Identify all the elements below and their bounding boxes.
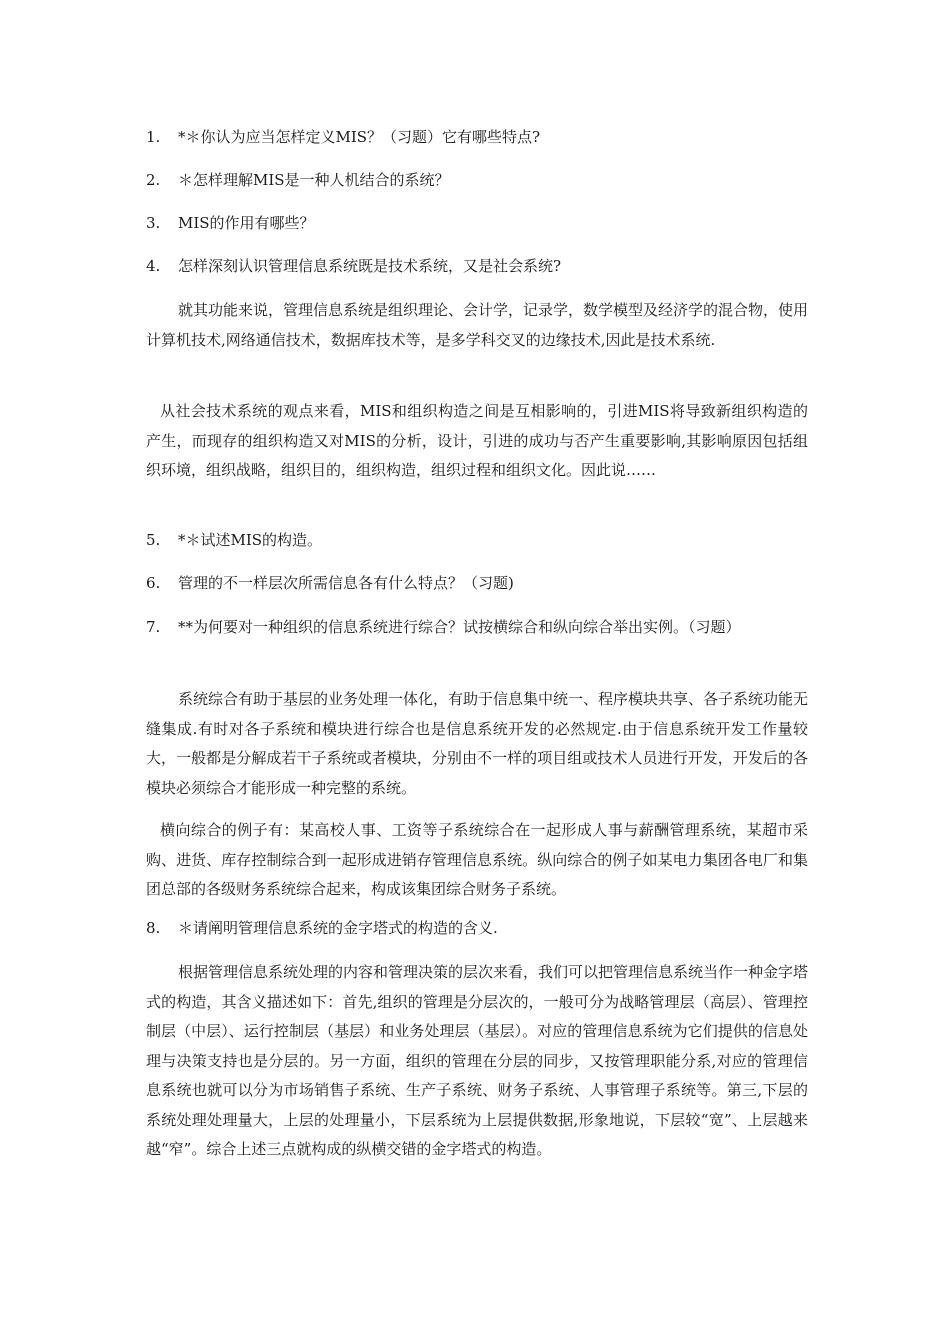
- question-number: 5.: [146, 531, 161, 549]
- question-text: 管理的不一样层次所需信息各有什么特点？（习题): [178, 574, 514, 592]
- question-4: [146, 252, 808, 280]
- question-text: MIS的作用有哪些？: [178, 214, 315, 232]
- question-1: [146, 123, 808, 151]
- answer-paragraph: 横向综合的例子有：某高校人事、工资等子系统综合在一起形成人事与薪酬管理系统，某超市采购、进货、库存控制综合到一起形成进销存管理信息系统。纵向综合的例子如某电力集团各电厂和集团总部的各级财务系统综合起来，构成该集团综合财务子系统。: [146, 821, 808, 898]
- question-8: [146, 914, 808, 942]
- question-text: 怎样深刻认识管理信息系统既是技术系统，又是社会系统?: [178, 257, 562, 275]
- question-number: 2.: [146, 171, 161, 189]
- question-3: [146, 209, 808, 237]
- question-text: *＊你认为应当怎样定义MIS？（习题）它有哪些特点?: [178, 128, 541, 146]
- answer-paragraph: 系统综合有助于基层的业务处理一体化，有助于信息集中统一、程序模块共享、各子系统功能无缝集成.有时对各子系统和模块进行综合也是信息系统开发的必然规定.由于信息系统开发工作量较大，一般都是分解成若干子系统或者模块，分别由不一样的项目组或技术人员进行开发，开发后的各模块必须综合才能形成一种完整的系统。: [146, 690, 809, 797]
- question-text: ＊请阐明管理信息系统的金字塔式的构造的含义.: [178, 919, 498, 937]
- answer-paragraph: 从社会技术系统的观点来看，MIS和组织构造之间是互相影响的，引进MIS将导致新组织构造的产生，而现存的组织构造又对MIS的分析，设计，引进的成功与否产生重要影响,其影响原因包括组织环境，组织战略，组织目的，组织构造，组织过程和组织文化。因此说……: [146, 402, 808, 479]
- question-number: 3.: [146, 214, 161, 232]
- question-number: 8.: [146, 919, 161, 937]
- question-number: 6.: [146, 574, 161, 592]
- question-text: **为何要对一种组织的信息系统进行综合？试按横综合和纵向综合举出实例。（习题）: [178, 618, 741, 636]
- question-5: [146, 526, 808, 554]
- question-6: [146, 569, 808, 597]
- question-text: *＊试述MIS的构造。: [178, 531, 323, 549]
- question-text: ＊怎样理解MIS是一种人机结合的系统？: [178, 171, 450, 189]
- question-2: [146, 166, 808, 194]
- question-number: 4.: [146, 257, 161, 275]
- question-number: 1.: [146, 128, 161, 146]
- question-7: [146, 613, 808, 641]
- answer-paragraph: 就其功能来说，管理信息系统是组织理论、会计学，记录学，数学模型及经济学的混合物，使用计算机技术,网络通信技术，数据库技术等，是多学科交叉的边缘技术,因此是技术系统.: [146, 301, 809, 349]
- answer-paragraph: 根据管理信息系统处理的内容和管理决策的层次来看，我们可以把管理信息系统当作一种金字塔式的构造，其含义描述如下：首先,组织的管理是分层次的，一般可分为战略管理层（高层）、管理控制层（中层）、运行控制层（基层）和业务处理层（基层）。对应的管理信息系统为它们提供的信息处理与决策支持也是分层的。另一方面，组织的管理在分层的同步，又按管理职能分系,对应的管理信息系统也就可以分为市场销售子系统、生产子系统、财务子系统、人事管理子系统等。第三,下层的系统处理处理量大，上层的处理量小，下层系统为上层提供数据,形象地说，下层较“宽”、上层越来越“窄”。综合上述三点就构成的纵横交错的金字塔式的构造。: [146, 963, 809, 1158]
- question-number: 7.: [146, 618, 161, 636]
